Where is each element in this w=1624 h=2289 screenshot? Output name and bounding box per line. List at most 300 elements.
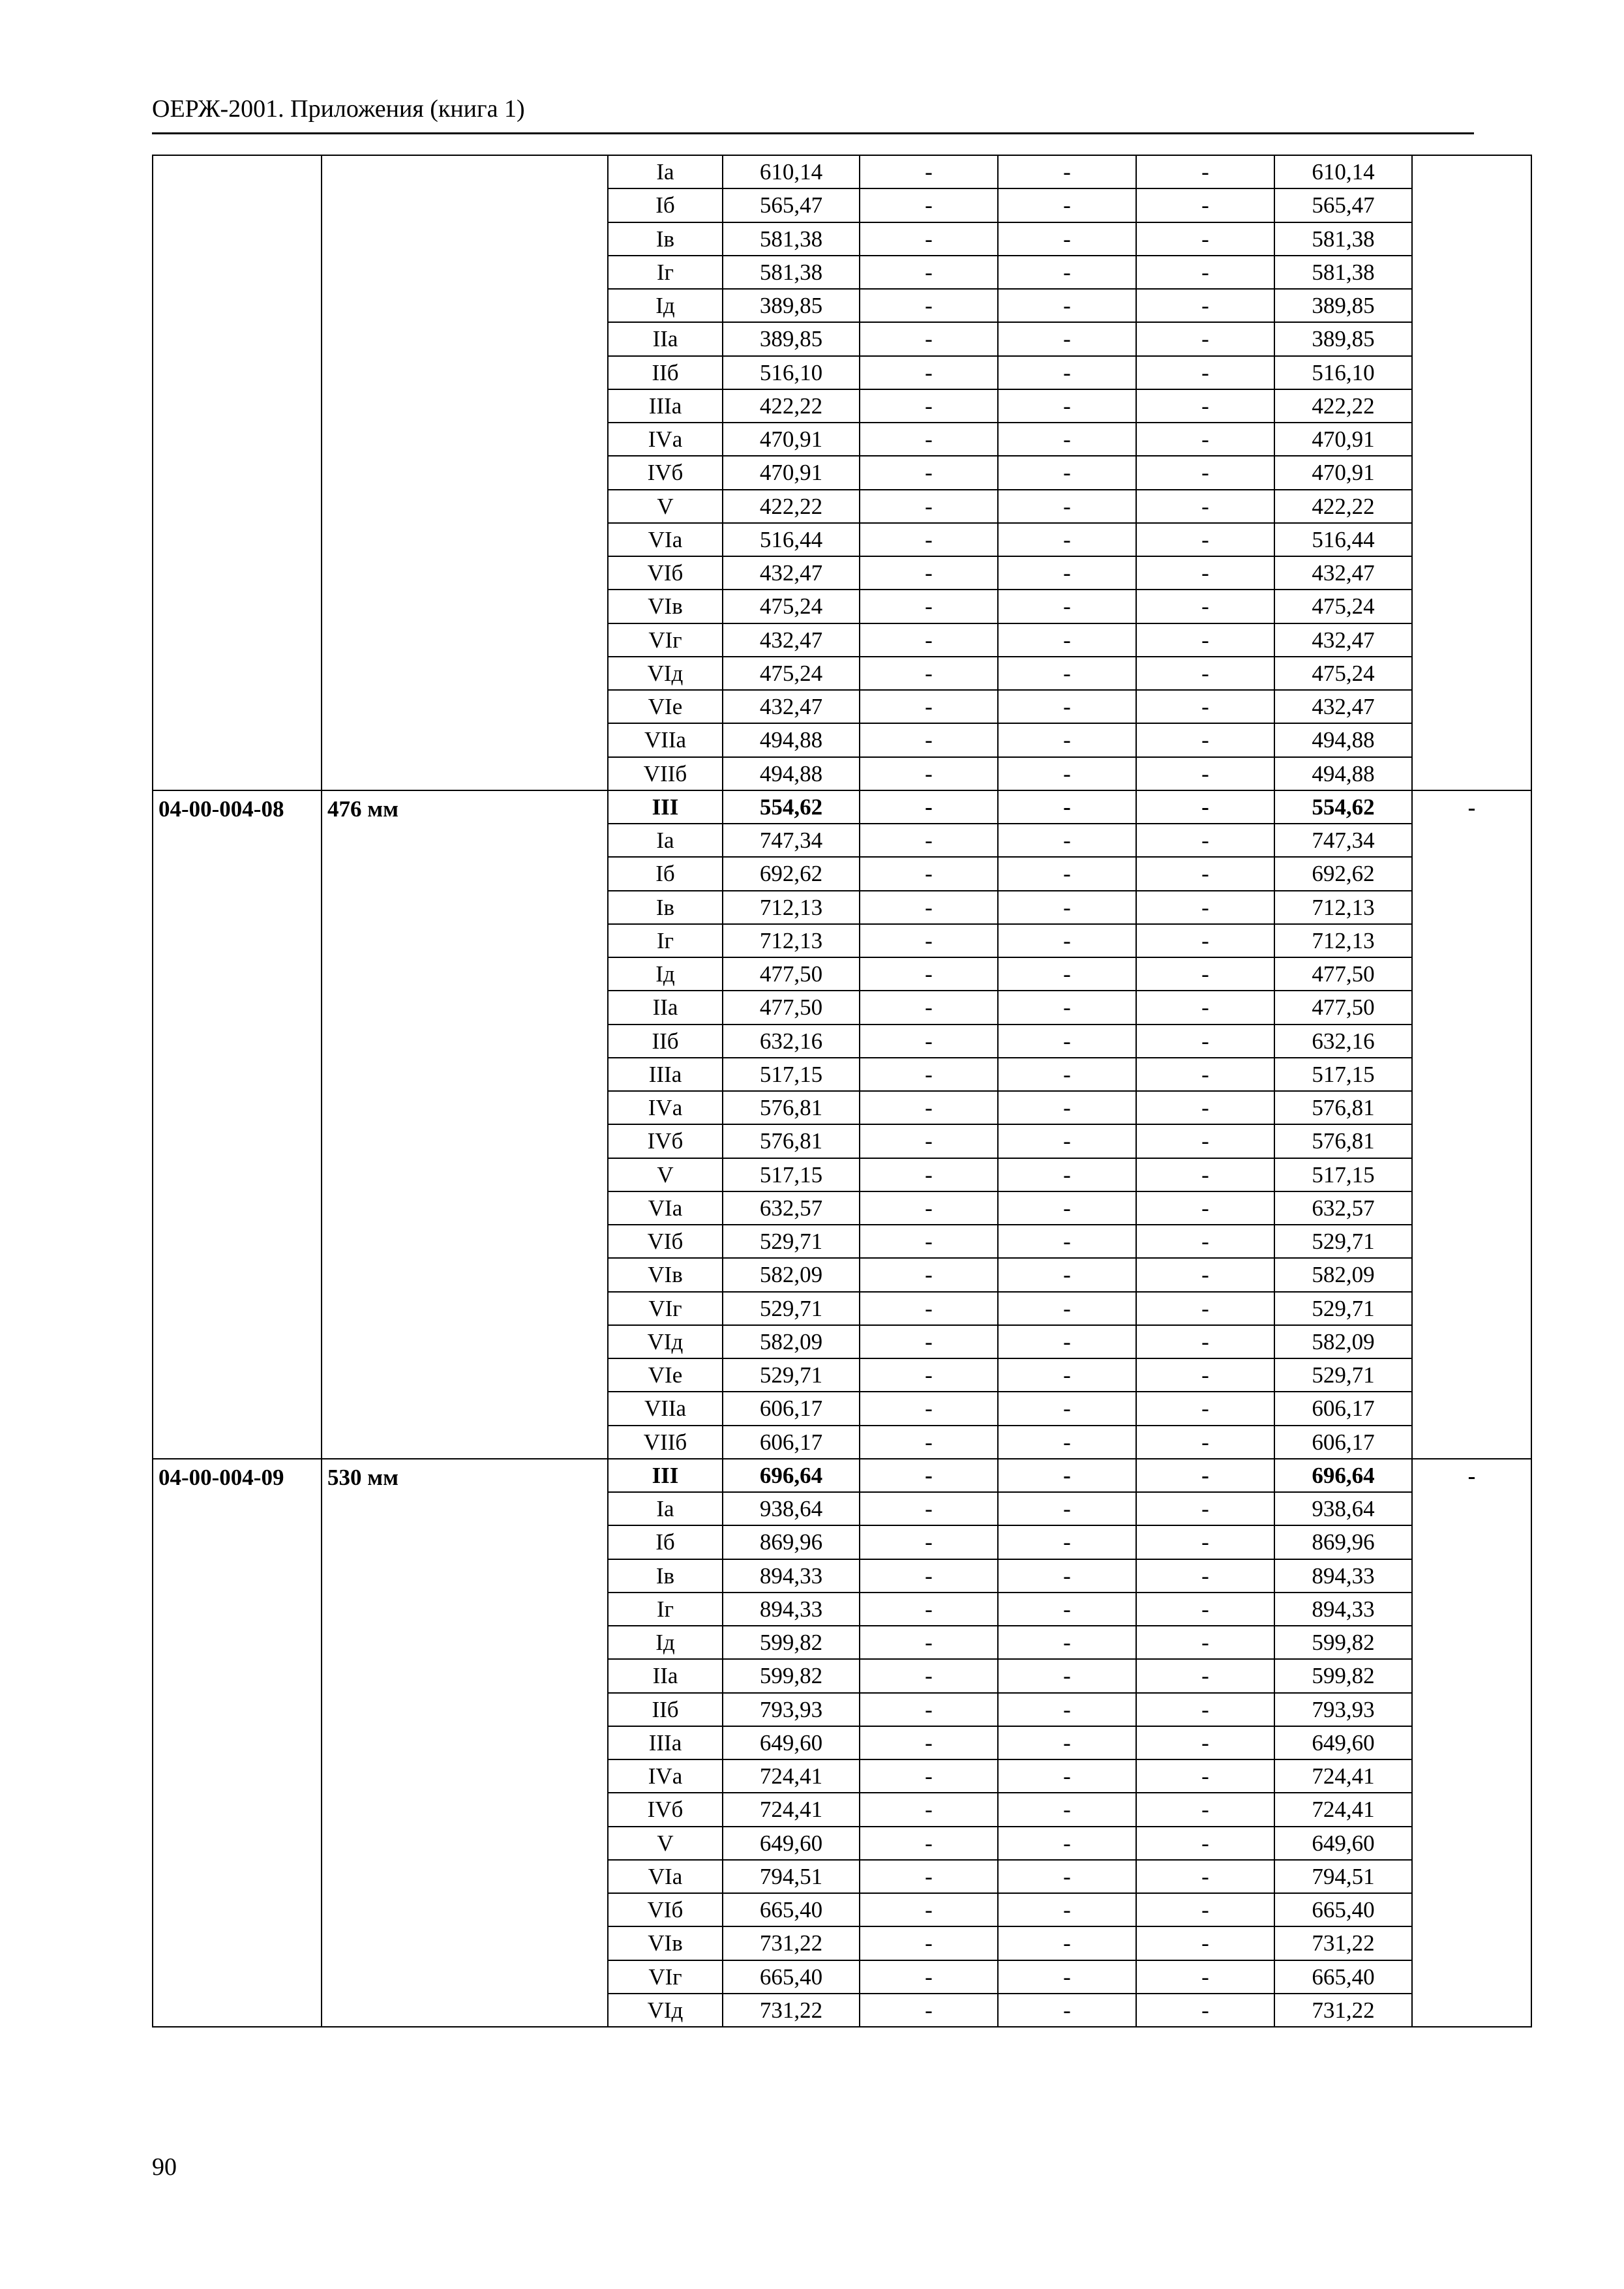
base-rate-cell: 517,15 (723, 1058, 860, 1091)
value-cell-2: - (860, 1358, 998, 1392)
value-cell-3: - (998, 690, 1136, 723)
value-cell-3: - (998, 1525, 1136, 1559)
base-rate-cell: 582,09 (723, 1325, 860, 1358)
page-number: 90 (152, 2153, 177, 2181)
value-cell-2: - (860, 1759, 998, 1793)
value-cell-3: - (998, 490, 1136, 523)
base-rate-cell: 692,62 (723, 857, 860, 890)
value-cell-3: - (998, 891, 1136, 924)
total-rate-cell: 432,47 (1274, 690, 1412, 723)
total-rate-cell: 529,71 (1274, 1358, 1412, 1392)
total-rate-cell: 389,85 (1274, 289, 1412, 322)
value-cell-4: - (1136, 423, 1274, 456)
value-cell-2: - (860, 924, 998, 957)
category-cell: IIIа (608, 1726, 723, 1759)
value-cell-4: - (1136, 1292, 1274, 1325)
value-cell-4: - (1136, 1525, 1274, 1559)
value-cell-4: - (1136, 1459, 1274, 1492)
base-rate-cell: 432,47 (723, 690, 860, 723)
value-cell-2: - (860, 523, 998, 556)
total-rate-cell: 632,16 (1274, 1025, 1412, 1058)
total-rate-cell: 477,50 (1274, 957, 1412, 991)
value-cell-4: - (1136, 1124, 1274, 1158)
diameter-cell: 476 мм (322, 790, 608, 1459)
value-cell-2: - (860, 1292, 998, 1325)
value-cell-2: - (860, 1124, 998, 1158)
value-cell-2: - (860, 991, 998, 1024)
value-cell-3: - (998, 757, 1136, 790)
value-cell-2: - (860, 824, 998, 857)
table-row (153, 155, 1531, 188)
category-cell: IIа (608, 1659, 723, 1692)
value-cell-3: - (998, 155, 1136, 188)
value-cell-4: - (1136, 1091, 1274, 1124)
value-cell-2: - (860, 1258, 998, 1291)
category-cell: VIв (608, 1258, 723, 1291)
value-cell-3: - (998, 356, 1136, 389)
value-cell-3: - (998, 1091, 1136, 1124)
total-rate-cell: 793,93 (1274, 1693, 1412, 1726)
category-cell: VIа (608, 1191, 723, 1225)
base-rate-cell: 494,88 (723, 723, 860, 756)
base-rate-cell: 649,60 (723, 1726, 860, 1759)
value-cell-2: - (860, 1626, 998, 1659)
value-cell-2: - (860, 623, 998, 657)
resource-code-cell (153, 155, 322, 790)
value-cell-3: - (998, 623, 1136, 657)
base-rate-cell: 606,17 (723, 1426, 860, 1459)
category-cell: VIг (608, 1960, 723, 1994)
value-cell-4: - (1136, 188, 1274, 222)
category-cell: VIв (608, 590, 723, 623)
base-rate-cell: 389,85 (723, 322, 860, 355)
total-rate-cell: 606,17 (1274, 1426, 1412, 1459)
value-cell-2: - (860, 957, 998, 991)
total-rate-cell: 565,47 (1274, 188, 1412, 222)
total-rate-cell: 477,50 (1274, 991, 1412, 1024)
value-cell-4: - (1136, 690, 1274, 723)
value-cell-4: - (1136, 857, 1274, 890)
category-cell: VIа (608, 1860, 723, 1893)
base-rate-cell: 599,82 (723, 1626, 860, 1659)
value-cell-3: - (998, 1759, 1136, 1793)
base-rate-cell: 516,10 (723, 356, 860, 389)
value-cell-3: - (998, 456, 1136, 489)
base-rate-cell: 582,09 (723, 1258, 860, 1291)
value-cell-2: - (860, 556, 998, 590)
category-cell: IVа (608, 1091, 723, 1124)
resource-code-cell: 04-00-004-08 (153, 790, 322, 1459)
value-cell-2: - (860, 1593, 998, 1626)
total-rate-cell: 582,09 (1274, 1258, 1412, 1291)
total-rate-cell: 894,33 (1274, 1559, 1412, 1593)
value-cell-3: - (998, 824, 1136, 857)
total-rate-cell: 724,41 (1274, 1793, 1412, 1826)
note-cell: - (1412, 790, 1531, 1459)
total-rate-cell: 432,47 (1274, 556, 1412, 590)
value-cell-3: - (998, 1860, 1136, 1893)
base-rate-cell: 632,16 (723, 1025, 860, 1058)
note-cell: - (1412, 1459, 1531, 2027)
page-header-title: ОЕРЖ-2001. Приложения (книга 1) (152, 95, 525, 123)
total-rate-cell: 581,38 (1274, 222, 1412, 256)
category-cell: VIа (608, 523, 723, 556)
base-rate-cell: 581,38 (723, 256, 860, 289)
category-cell: IIIа (608, 389, 723, 423)
value-cell-4: - (1136, 456, 1274, 489)
category-cell: Iб (608, 1525, 723, 1559)
total-rate-cell: 731,22 (1274, 1994, 1412, 2027)
value-cell-3: - (998, 1659, 1136, 1692)
category-cell: IIб (608, 1693, 723, 1726)
total-rate-cell: 712,13 (1274, 924, 1412, 957)
value-cell-4: - (1136, 1994, 1274, 2027)
base-rate-cell: 475,24 (723, 590, 860, 623)
total-rate-cell: 649,60 (1274, 1827, 1412, 1860)
base-rate-cell: 724,41 (723, 1793, 860, 1826)
total-rate-cell: 422,22 (1274, 389, 1412, 423)
base-rate-cell: 665,40 (723, 1960, 860, 1994)
base-rate-cell: 894,33 (723, 1593, 860, 1626)
value-cell-2: - (860, 1158, 998, 1191)
diameter-cell (322, 155, 608, 790)
total-rate-cell: 649,60 (1274, 1726, 1412, 1759)
value-cell-2: - (860, 1994, 998, 2027)
rates-table (152, 155, 1532, 2027)
category-cell: VIг (608, 623, 723, 657)
value-cell-2: - (860, 155, 998, 188)
category-cell: III (608, 1459, 723, 1492)
category-cell: III (608, 790, 723, 824)
value-cell-4: - (1136, 1593, 1274, 1626)
value-cell-4: - (1136, 1258, 1274, 1291)
base-rate-cell: 794,51 (723, 1860, 860, 1893)
value-cell-2: - (860, 1525, 998, 1559)
category-cell: Iв (608, 891, 723, 924)
value-cell-3: - (998, 1693, 1136, 1726)
value-cell-4: - (1136, 1492, 1274, 1525)
value-cell-3: - (998, 1960, 1136, 1994)
total-rate-cell: 599,82 (1274, 1659, 1412, 1692)
base-rate-cell: 470,91 (723, 423, 860, 456)
category-cell: Iб (608, 857, 723, 890)
diameter-cell: 530 мм (322, 1459, 608, 2027)
value-cell-2: - (860, 490, 998, 523)
total-rate-cell: 432,47 (1274, 623, 1412, 657)
base-rate-cell: 610,14 (723, 155, 860, 188)
total-rate-cell: 869,96 (1274, 1525, 1412, 1559)
note-cell (1412, 155, 1531, 790)
category-cell: VIе (608, 690, 723, 723)
total-rate-cell: 470,91 (1274, 423, 1412, 456)
base-rate-cell: 938,64 (723, 1492, 860, 1525)
base-rate-cell: 477,50 (723, 957, 860, 991)
value-cell-4: - (1136, 1325, 1274, 1358)
value-cell-3: - (998, 222, 1136, 256)
value-cell-4: - (1136, 256, 1274, 289)
total-rate-cell: 529,71 (1274, 1225, 1412, 1258)
total-rate-cell: 794,51 (1274, 1860, 1412, 1893)
category-cell: VIд (608, 1325, 723, 1358)
category-cell: VIд (608, 657, 723, 690)
category-cell: VIIб (608, 757, 723, 790)
category-cell: Iв (608, 222, 723, 256)
category-cell: V (608, 1827, 723, 1860)
value-cell-2: - (860, 1860, 998, 1893)
total-rate-cell: 894,33 (1274, 1593, 1412, 1626)
value-cell-3: - (998, 1994, 1136, 2027)
value-cell-3: - (998, 1926, 1136, 1960)
value-cell-3: - (998, 289, 1136, 322)
total-rate-cell: 517,15 (1274, 1158, 1412, 1191)
total-rate-cell: 494,88 (1274, 757, 1412, 790)
value-cell-3: - (998, 1626, 1136, 1659)
value-cell-4: - (1136, 991, 1274, 1024)
value-cell-4: - (1136, 1827, 1274, 1860)
total-rate-cell: 747,34 (1274, 824, 1412, 857)
total-rate-cell: 516,44 (1274, 523, 1412, 556)
value-cell-4: - (1136, 1358, 1274, 1392)
value-cell-4: - (1136, 389, 1274, 423)
total-rate-cell: 470,91 (1274, 456, 1412, 489)
total-rate-cell: 724,41 (1274, 1759, 1412, 1793)
value-cell-3: - (998, 389, 1136, 423)
category-cell: IIа (608, 991, 723, 1024)
total-rate-cell: 938,64 (1274, 1492, 1412, 1525)
value-cell-4: - (1136, 757, 1274, 790)
base-rate-cell: 432,47 (723, 623, 860, 657)
total-rate-cell: 576,81 (1274, 1091, 1412, 1124)
total-rate-cell: 692,62 (1274, 857, 1412, 890)
value-cell-3: - (998, 322, 1136, 355)
resource-code-cell: 04-00-004-09 (153, 1459, 322, 2027)
value-cell-2: - (860, 289, 998, 322)
category-cell: IVа (608, 423, 723, 456)
base-rate-cell: 712,13 (723, 891, 860, 924)
category-cell: V (608, 1158, 723, 1191)
value-cell-2: - (860, 1659, 998, 1692)
value-cell-3: - (998, 857, 1136, 890)
total-rate-cell: 731,22 (1274, 1926, 1412, 1960)
value-cell-4: - (1136, 523, 1274, 556)
value-cell-3: - (998, 1191, 1136, 1225)
value-cell-3: - (998, 790, 1136, 824)
value-cell-3: - (998, 1492, 1136, 1525)
category-cell: Iв (608, 1559, 723, 1593)
value-cell-2: - (860, 188, 998, 222)
base-rate-cell: 475,24 (723, 657, 860, 690)
value-cell-4: - (1136, 824, 1274, 857)
value-cell-4: - (1136, 1058, 1274, 1091)
value-cell-4: - (1136, 623, 1274, 657)
value-cell-4: - (1136, 1191, 1274, 1225)
value-cell-3: - (998, 423, 1136, 456)
base-rate-cell: 665,40 (723, 1893, 860, 1926)
value-cell-3: - (998, 1559, 1136, 1593)
total-rate-cell: 494,88 (1274, 723, 1412, 756)
base-rate-cell: 793,93 (723, 1693, 860, 1726)
value-cell-3: - (998, 256, 1136, 289)
base-rate-cell: 422,22 (723, 389, 860, 423)
value-cell-4: - (1136, 790, 1274, 824)
value-cell-3: - (998, 1726, 1136, 1759)
category-cell: IVб (608, 1124, 723, 1158)
category-cell: Iд (608, 289, 723, 322)
total-rate-cell: 554,62 (1274, 790, 1412, 824)
category-cell: IVб (608, 1793, 723, 1826)
category-cell: V (608, 490, 723, 523)
value-cell-2: - (860, 790, 998, 824)
value-cell-2: - (860, 690, 998, 723)
value-cell-3: - (998, 523, 1136, 556)
value-cell-2: - (860, 456, 998, 489)
value-cell-3: - (998, 1426, 1136, 1459)
value-cell-3: - (998, 1325, 1136, 1358)
value-cell-3: - (998, 1124, 1136, 1158)
category-cell: VIб (608, 556, 723, 590)
value-cell-4: - (1136, 1626, 1274, 1659)
category-cell: Iг (608, 256, 723, 289)
base-rate-cell: 632,57 (723, 1191, 860, 1225)
total-rate-cell: 665,40 (1274, 1960, 1412, 1994)
category-cell: Iг (608, 1593, 723, 1626)
value-cell-3: - (998, 657, 1136, 690)
value-cell-2: - (860, 1025, 998, 1058)
table-row (153, 1459, 1531, 1492)
value-cell-4: - (1136, 1793, 1274, 1826)
value-cell-3: - (998, 1058, 1136, 1091)
value-cell-4: - (1136, 322, 1274, 355)
value-cell-4: - (1136, 1759, 1274, 1793)
total-rate-cell: 582,09 (1274, 1325, 1412, 1358)
value-cell-2: - (860, 222, 998, 256)
value-cell-4: - (1136, 490, 1274, 523)
category-cell: VIе (608, 1358, 723, 1392)
base-rate-cell: 529,71 (723, 1225, 860, 1258)
value-cell-2: - (860, 1960, 998, 1994)
value-cell-4: - (1136, 356, 1274, 389)
value-cell-3: - (998, 1158, 1136, 1191)
category-cell: VIд (608, 1994, 723, 2027)
value-cell-4: - (1136, 1726, 1274, 1759)
category-cell: VIг (608, 1292, 723, 1325)
category-cell: Iа (608, 1492, 723, 1525)
category-cell: Iд (608, 1626, 723, 1659)
category-cell: IIб (608, 356, 723, 389)
value-cell-2: - (860, 1827, 998, 1860)
total-rate-cell: 696,64 (1274, 1459, 1412, 1492)
base-rate-cell: 517,15 (723, 1158, 860, 1191)
table-row (153, 790, 1531, 824)
category-cell: VIб (608, 1225, 723, 1258)
category-cell: Iб (608, 188, 723, 222)
value-cell-2: - (860, 590, 998, 623)
value-cell-2: - (860, 1459, 998, 1492)
base-rate-cell: 724,41 (723, 1759, 860, 1793)
base-rate-cell: 477,50 (723, 991, 860, 1024)
base-rate-cell: 554,62 (723, 790, 860, 824)
value-cell-4: - (1136, 957, 1274, 991)
total-rate-cell: 389,85 (1274, 322, 1412, 355)
category-cell: IVб (608, 456, 723, 489)
base-rate-cell: 516,44 (723, 523, 860, 556)
value-cell-2: - (860, 1492, 998, 1525)
value-cell-4: - (1136, 1926, 1274, 1960)
base-rate-cell: 747,34 (723, 824, 860, 857)
value-cell-3: - (998, 1025, 1136, 1058)
value-cell-2: - (860, 1693, 998, 1726)
total-rate-cell: 517,15 (1274, 1058, 1412, 1091)
base-rate-cell: 731,22 (723, 1994, 860, 2027)
value-cell-2: - (860, 757, 998, 790)
value-cell-3: - (998, 1893, 1136, 1926)
base-rate-cell: 869,96 (723, 1525, 860, 1559)
base-rate-cell: 576,81 (723, 1124, 860, 1158)
value-cell-2: - (860, 1893, 998, 1926)
base-rate-cell: 432,47 (723, 556, 860, 590)
value-cell-3: - (998, 1392, 1136, 1425)
value-cell-4: - (1136, 1893, 1274, 1926)
category-cell: Iд (608, 957, 723, 991)
value-cell-4: - (1136, 222, 1274, 256)
value-cell-4: - (1136, 556, 1274, 590)
category-cell: VIIа (608, 1392, 723, 1425)
value-cell-3: - (998, 1459, 1136, 1492)
category-cell: Iа (608, 824, 723, 857)
value-cell-4: - (1136, 590, 1274, 623)
value-cell-3: - (998, 1258, 1136, 1291)
value-cell-4: - (1136, 1559, 1274, 1593)
base-rate-cell: 529,71 (723, 1358, 860, 1392)
value-cell-3: - (998, 188, 1136, 222)
value-cell-4: - (1136, 657, 1274, 690)
header-divider (152, 132, 1474, 134)
base-rate-cell: 470,91 (723, 456, 860, 489)
base-rate-cell: 649,60 (723, 1827, 860, 1860)
total-rate-cell: 581,38 (1274, 256, 1412, 289)
value-cell-4: - (1136, 891, 1274, 924)
value-cell-3: - (998, 1225, 1136, 1258)
value-cell-3: - (998, 991, 1136, 1024)
value-cell-3: - (998, 1793, 1136, 1826)
category-cell: IVа (608, 1759, 723, 1793)
base-rate-cell: 696,64 (723, 1459, 860, 1492)
total-rate-cell: 606,17 (1274, 1392, 1412, 1425)
value-cell-2: - (860, 1426, 998, 1459)
value-cell-2: - (860, 1559, 998, 1593)
value-cell-3: - (998, 556, 1136, 590)
value-cell-2: - (860, 891, 998, 924)
value-cell-3: - (998, 924, 1136, 957)
base-rate-cell: 422,22 (723, 490, 860, 523)
base-rate-cell: 606,17 (723, 1392, 860, 1425)
value-cell-2: - (860, 356, 998, 389)
value-cell-3: - (998, 1358, 1136, 1392)
value-cell-4: - (1136, 289, 1274, 322)
total-rate-cell: 632,57 (1274, 1191, 1412, 1225)
total-rate-cell: 422,22 (1274, 490, 1412, 523)
base-rate-cell: 731,22 (723, 1926, 860, 1960)
value-cell-2: - (860, 423, 998, 456)
category-cell: VIб (608, 1893, 723, 1926)
base-rate-cell: 494,88 (723, 757, 860, 790)
value-cell-2: - (860, 1225, 998, 1258)
value-cell-3: - (998, 1827, 1136, 1860)
value-cell-2: - (860, 1793, 998, 1826)
value-cell-4: - (1136, 1659, 1274, 1692)
value-cell-4: - (1136, 1960, 1274, 1994)
value-cell-2: - (860, 322, 998, 355)
